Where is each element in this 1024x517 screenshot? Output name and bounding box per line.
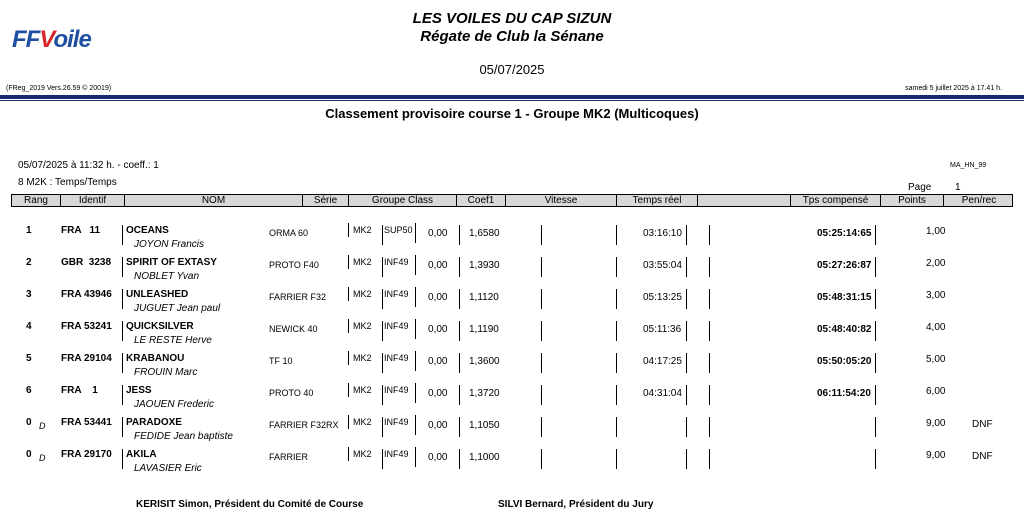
speed-value: 0,00 bbox=[428, 324, 448, 335]
table-row bbox=[0, 319, 1024, 351]
column-separator bbox=[875, 321, 876, 341]
column-separator bbox=[459, 225, 460, 245]
column-separator bbox=[616, 353, 617, 373]
compensated-time: 06:11:54:20 bbox=[817, 388, 871, 399]
rank: 1 bbox=[26, 225, 32, 236]
skipper-name: FROUIN Marc bbox=[134, 367, 198, 378]
column-separator bbox=[348, 319, 349, 333]
points: 9,00 bbox=[926, 450, 946, 461]
boat-id: GBR 3238 bbox=[61, 257, 112, 268]
race-start-info: 05/07/2025 à 11:32 h. - coeff.: 1 bbox=[18, 160, 159, 171]
col-nom: NOM bbox=[125, 195, 303, 206]
column-separator bbox=[382, 449, 383, 469]
compensated-time: 05:48:40:82 bbox=[817, 324, 872, 335]
ranking-title: Classement provisoire course 1 - Groupe MK2 (Multicoques) bbox=[325, 106, 699, 121]
group: MK2 bbox=[353, 385, 372, 395]
boat-series: FARRIER bbox=[269, 452, 309, 462]
real-time: 04:17:25 bbox=[643, 356, 682, 367]
column-separator bbox=[709, 417, 710, 437]
column-separator bbox=[686, 225, 687, 245]
column-separator bbox=[348, 447, 349, 461]
column-separator bbox=[122, 449, 123, 469]
points: 9,00 bbox=[926, 418, 946, 429]
table-row bbox=[0, 287, 1024, 319]
column-separator bbox=[459, 417, 460, 437]
column-separator bbox=[348, 287, 349, 301]
speed-value: 0,00 bbox=[428, 292, 448, 303]
rank: 2 bbox=[26, 257, 32, 268]
points: 6,00 bbox=[926, 386, 946, 397]
boat-id: FRA 29104 bbox=[61, 353, 112, 364]
column-separator bbox=[541, 353, 542, 373]
column-separator bbox=[348, 383, 349, 397]
group: MK2 bbox=[353, 225, 372, 235]
group: MK2 bbox=[353, 449, 372, 459]
col-temps-reel: Temps réel bbox=[617, 195, 698, 206]
compensated-time: 05:25:14:65 bbox=[817, 228, 872, 239]
boat-id: FRA 53441 bbox=[61, 417, 112, 428]
column-separator bbox=[541, 289, 542, 309]
column-separator bbox=[415, 287, 416, 307]
header-rule bbox=[0, 95, 1024, 99]
column-separator bbox=[382, 417, 383, 437]
jury-president: SILVI Bernard, Président du Jury bbox=[498, 499, 654, 510]
column-separator bbox=[122, 321, 123, 341]
ffvoile-logo: FFVoile bbox=[12, 26, 91, 53]
boat-id: FRA 43946 bbox=[61, 289, 112, 300]
boat-name: JESS bbox=[126, 385, 152, 396]
column-separator bbox=[415, 351, 416, 371]
table-row bbox=[0, 255, 1024, 287]
speed-value: 0,00 bbox=[428, 452, 448, 463]
coef-value: 1,1000 bbox=[469, 452, 500, 463]
event-subtitle: Régate de Club la Sénane bbox=[420, 28, 604, 45]
speed-value: 0,00 bbox=[428, 388, 448, 399]
points: 4,00 bbox=[926, 322, 946, 333]
column-separator bbox=[709, 289, 710, 309]
speed-value: 0,00 bbox=[428, 420, 448, 431]
print-timestamp: samedi 5 juillet 2025 à 17.41 h. bbox=[905, 85, 1002, 92]
real-time: 05:11:36 bbox=[643, 324, 682, 335]
skipper-name: JUGUET Jean paul bbox=[134, 303, 221, 314]
col-pen-rec: Pen/rec bbox=[961, 195, 997, 206]
real-time: 05:13:25 bbox=[643, 292, 682, 303]
column-separator bbox=[415, 383, 416, 403]
column-separator bbox=[382, 353, 383, 373]
boat-name: KRABANOU bbox=[126, 353, 185, 364]
real-time: 04:31:04 bbox=[643, 388, 682, 399]
column-separator bbox=[686, 385, 687, 405]
rank: 0 bbox=[26, 417, 32, 428]
page-title: LES VOILES DU CAP SIZUN bbox=[412, 10, 612, 27]
speed-value: 0,00 bbox=[428, 260, 448, 271]
real-time: 03:16:10 bbox=[643, 228, 682, 239]
column-separator bbox=[541, 321, 542, 341]
group: MK2 bbox=[353, 417, 372, 427]
column-separator bbox=[686, 257, 687, 277]
rank: 5 bbox=[26, 353, 32, 364]
table-row bbox=[0, 223, 1024, 255]
column-separator bbox=[541, 257, 542, 277]
col-identif: Identif bbox=[61, 195, 125, 206]
column-separator bbox=[348, 223, 349, 237]
table-row bbox=[0, 415, 1024, 447]
column-separator bbox=[122, 289, 123, 309]
col-rang: Rang bbox=[12, 195, 61, 206]
column-separator bbox=[709, 257, 710, 277]
points: 3,00 bbox=[926, 290, 946, 301]
column-separator bbox=[875, 289, 876, 309]
column-separator bbox=[709, 449, 710, 469]
rank: 4 bbox=[26, 321, 32, 332]
report-code: MA_HN_99 bbox=[950, 162, 987, 169]
column-separator bbox=[616, 289, 617, 309]
column-separator bbox=[709, 225, 710, 245]
column-separator bbox=[686, 321, 687, 341]
class: INF49 bbox=[384, 417, 409, 427]
col-groupe-class: Groupe Class bbox=[349, 195, 457, 206]
page-number: 1 bbox=[955, 182, 961, 193]
real-time: 03:55:04 bbox=[643, 260, 682, 271]
col-spacer bbox=[698, 195, 791, 206]
column-separator bbox=[686, 417, 687, 437]
coef-value: 1,1190 bbox=[469, 324, 499, 335]
column-separator bbox=[415, 223, 416, 243]
coef-value: 1,3600 bbox=[469, 356, 500, 367]
boat-series: PROTO F40 bbox=[269, 260, 319, 270]
rank: 3 bbox=[26, 289, 32, 300]
column-separator bbox=[459, 289, 460, 309]
boat-series: TF 10 bbox=[269, 356, 293, 366]
column-separator bbox=[122, 225, 123, 245]
column-separator bbox=[382, 225, 383, 245]
class: INF49 bbox=[384, 449, 409, 459]
rank: 6 bbox=[26, 385, 32, 396]
column-separator bbox=[709, 321, 710, 341]
column-separator bbox=[415, 319, 416, 339]
column-separator bbox=[541, 225, 542, 245]
class: INF49 bbox=[384, 289, 409, 299]
boat-count-info: 8 M2K : Temps/Temps bbox=[18, 177, 117, 188]
boat-series: FARRIER F32RX bbox=[269, 420, 339, 430]
column-separator bbox=[415, 447, 416, 467]
skipper-name: JOYON Francis bbox=[134, 239, 205, 250]
column-separator bbox=[686, 289, 687, 309]
skipper-name: JAOUEN Frederic bbox=[134, 399, 215, 410]
column-separator bbox=[616, 225, 617, 245]
column-separator bbox=[459, 257, 460, 277]
column-separator bbox=[459, 353, 460, 373]
boat-name: OCEANS bbox=[126, 225, 169, 236]
column-separator bbox=[875, 353, 876, 373]
column-separator bbox=[459, 449, 460, 469]
column-separator bbox=[348, 255, 349, 269]
column-separator bbox=[122, 417, 123, 437]
boat-series: ORMA 60 bbox=[269, 228, 309, 238]
compensated-time: 05:27:26:87 bbox=[817, 260, 872, 271]
points: 2,00 bbox=[926, 258, 946, 269]
rank-flag: D bbox=[39, 453, 46, 463]
column-separator bbox=[382, 289, 383, 309]
boat-name: AKILA bbox=[126, 449, 157, 460]
column-separator bbox=[616, 385, 617, 405]
speed-value: 0,00 bbox=[428, 356, 448, 367]
column-separator bbox=[459, 321, 460, 341]
column-separator bbox=[875, 225, 876, 245]
penalty: DNF bbox=[972, 451, 993, 462]
speed-value: 0,00 bbox=[428, 228, 448, 239]
table-row bbox=[0, 383, 1024, 415]
page-label: Page bbox=[908, 182, 932, 193]
class: INF49 bbox=[384, 385, 409, 395]
column-separator bbox=[686, 353, 687, 373]
compensated-time: 05:50:05:20 bbox=[817, 356, 872, 367]
boat-name: QUICKSILVER bbox=[126, 321, 194, 332]
points: 5,00 bbox=[926, 354, 946, 365]
col-points: Points bbox=[881, 195, 944, 206]
skipper-name: LAVASIER Eric bbox=[134, 463, 202, 474]
column-separator bbox=[382, 385, 383, 405]
col-coef1: Coef1 bbox=[457, 195, 506, 206]
skipper-name: NOBLET Yvan bbox=[134, 271, 200, 282]
header-rule-thin bbox=[0, 100, 1024, 101]
coef-value: 1,1120 bbox=[469, 292, 499, 303]
boat-id: FRA 29170 bbox=[61, 449, 112, 460]
group: MK2 bbox=[353, 257, 372, 267]
col-vitesse: Vitesse bbox=[506, 195, 617, 206]
coef-value: 1,6580 bbox=[469, 228, 500, 239]
column-separator bbox=[122, 385, 123, 405]
column-separator bbox=[616, 449, 617, 469]
race-committee-president: KERISIT Simon, Président du Comité de Course bbox=[136, 499, 364, 510]
boat-series: FARRIER F32 bbox=[269, 292, 327, 302]
event-date: 05/07/2025 bbox=[479, 62, 545, 77]
boat-name: UNLEASHED bbox=[126, 289, 189, 300]
column-separator bbox=[875, 385, 876, 405]
rank-flag: D bbox=[39, 421, 46, 431]
column-separator bbox=[382, 321, 383, 341]
column-separator bbox=[415, 255, 416, 275]
column-separator bbox=[875, 449, 876, 469]
coef-value: 1,3930 bbox=[469, 260, 500, 271]
column-separator bbox=[382, 257, 383, 277]
group: MK2 bbox=[353, 353, 372, 363]
column-separator bbox=[616, 417, 617, 437]
column-separator bbox=[709, 385, 710, 405]
column-separator bbox=[875, 257, 876, 277]
table-row bbox=[0, 447, 1024, 479]
skipper-name: FEDIDE Jean baptiste bbox=[134, 431, 233, 442]
col-serie: Série bbox=[303, 195, 349, 206]
class: SUP50 bbox=[384, 225, 413, 235]
penalty: DNF bbox=[972, 419, 993, 430]
coef-value: 1,3720 bbox=[469, 388, 500, 399]
group: MK2 bbox=[353, 321, 372, 331]
boat-id: FRA 1 bbox=[61, 385, 98, 396]
skipper-name: LE RESTE Herve bbox=[134, 335, 212, 346]
class: INF49 bbox=[384, 257, 409, 267]
boat-name: SPIRIT OF EXTASY bbox=[126, 257, 217, 268]
column-separator bbox=[709, 353, 710, 373]
column-separator bbox=[686, 449, 687, 469]
coef-value: 1,1050 bbox=[469, 420, 500, 431]
column-separator bbox=[348, 415, 349, 429]
software-version: (FReg_2019 Vers.26.59 © 20019) bbox=[6, 85, 112, 92]
column-separator bbox=[541, 449, 542, 469]
column-separator bbox=[616, 257, 617, 277]
class: INF49 bbox=[384, 353, 409, 363]
col-tps-compense: Tps compensé bbox=[791, 195, 881, 206]
rank: 0 bbox=[26, 449, 32, 460]
column-separator bbox=[122, 257, 123, 277]
column-separator bbox=[541, 417, 542, 437]
table-header bbox=[11, 194, 1013, 207]
group: MK2 bbox=[353, 289, 372, 299]
column-separator bbox=[459, 385, 460, 405]
column-separator bbox=[415, 415, 416, 435]
boat-series: NEWICK 40 bbox=[269, 324, 318, 334]
class: INF49 bbox=[384, 321, 409, 331]
boat-id: FRA 11 bbox=[61, 225, 101, 236]
boat-series: PROTO 40 bbox=[269, 388, 314, 398]
column-separator bbox=[875, 417, 876, 437]
column-separator bbox=[348, 351, 349, 365]
boat-name: PARADOXE bbox=[126, 417, 182, 428]
column-separator bbox=[122, 353, 123, 373]
table-row bbox=[0, 351, 1024, 383]
points: 1,00 bbox=[926, 226, 946, 237]
compensated-time: 05:48:31:15 bbox=[817, 292, 872, 303]
column-separator bbox=[541, 385, 542, 405]
boat-id: FRA 53241 bbox=[61, 321, 112, 332]
column-separator bbox=[616, 321, 617, 341]
